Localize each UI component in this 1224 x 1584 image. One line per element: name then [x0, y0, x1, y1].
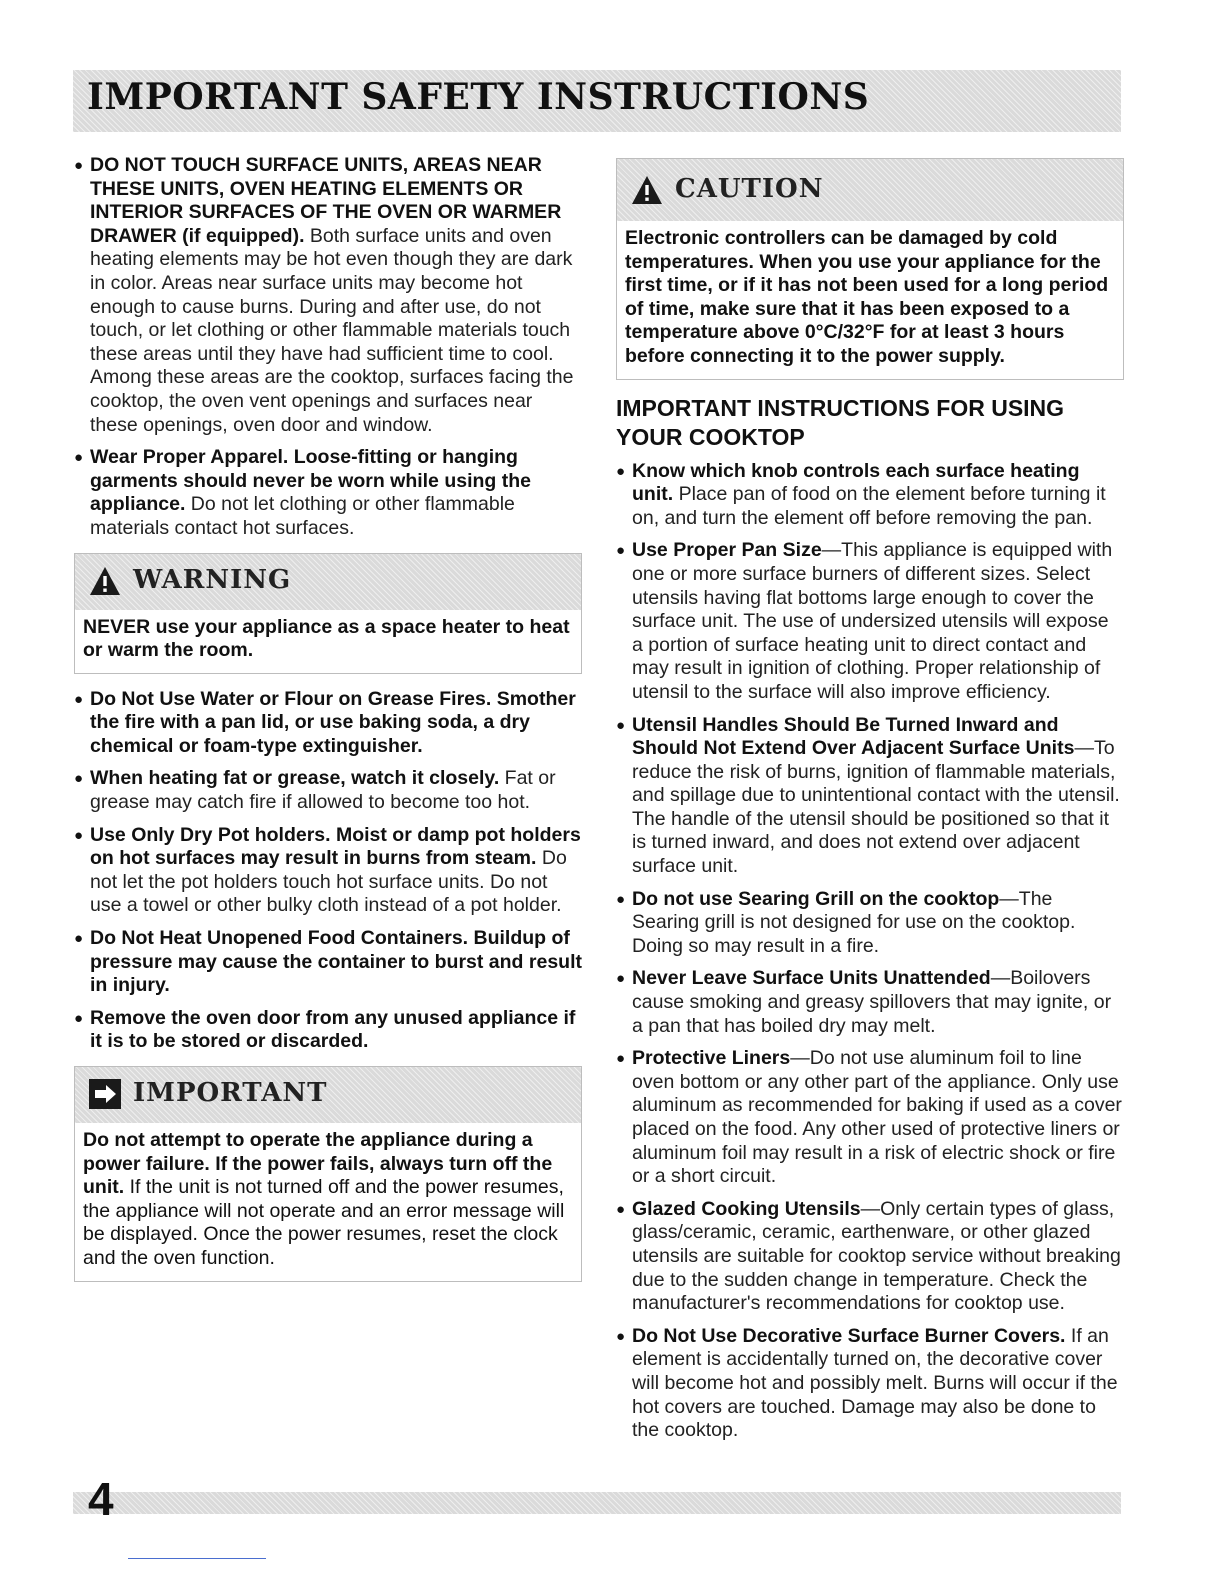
cooktop-item: ● Know which knob controls each surface heating unit. Place pan of food on the element before turning it on, and turn the element off before removing the pan.	[616, 459, 1106, 529]
caution-icon	[631, 175, 663, 205]
bullet-icon: ●	[616, 716, 626, 734]
warning-icon	[89, 566, 121, 596]
right-column	[616, 154, 1124, 1452]
important-text: Do not attempt to operate the appliance during a power failure. If the power fails, always turn off the unit. If the unit is not turned off and the power resumes, the appliance will not operate and an error message will be displayed. Once the power resumes, reset the clock and the oven function.	[83, 1129, 565, 1269]
safety-item: ● Do Not Heat Unopened Food Containers. Buildup of pressure may cause the container to burst and result in injury.	[74, 927, 582, 997]
bullet-icon: ●	[74, 826, 84, 844]
bullet-icon: ●	[616, 1327, 626, 1345]
cooktop-item: ● Protective Liners—Do not use aluminum foil to line oven bottom or any other part of the appliance. Only use aluminum as recommended for baking if used as a cover placed on the food. Any other used of protective liners or aluminum foil may result in a risk of electric shock or fire or a short circuit.	[616, 1047, 1122, 1188]
section-heading: IMPORTANT INSTRUCTIONS FOR USING YOUR COOKTOP	[616, 394, 1065, 450]
bullet-icon: ●	[74, 690, 84, 708]
bullet-icon: ●	[616, 542, 626, 560]
left-column	[74, 154, 582, 1296]
caution-header	[617, 159, 1123, 221]
safety-item: ● Do Not Use Water or Flour on Grease Fires. Smother the fire with a pan lid, or use baking soda, a dry chemical or foam-type extinguisher.	[74, 687, 576, 757]
cooktop-item: ● Use Proper Pan Size—This appliance is equipped with one or more surface burners of different sizes. Select utensils having flat bottoms large enough to cover the surface unit. The use of undersized utensils will expose a portion of surface heating unit to direct contact and may result in ignition of clothing. Proper relationship of utensil to the surface will also improve efficiency.	[616, 539, 1113, 703]
bullet-icon: ●	[616, 1200, 626, 1218]
warning-label: WARNING	[133, 564, 292, 595]
cooktop-item: ● Glazed Cooking Utensils—Only certain types of glass, glass/ceramic, ceramic, earthenware, or other glazed utensils are suitable for cooktop service without breaking due to the sudden change in temperature. Check the manufacturer's recommendations for cooktop use.	[616, 1197, 1121, 1315]
warning-header	[75, 554, 581, 610]
footer-rule	[128, 1558, 266, 1559]
safety-item: ● When heating fat or grease, watch it closely. Fat or grease may catch fire if allowed to become too hot.	[74, 767, 556, 814]
bullet-icon: ●	[616, 1050, 626, 1068]
page-number: 4	[88, 1473, 114, 1525]
bullet-icon: ●	[74, 157, 84, 174]
safety-item: ● Remove the oven door from any unused appliance if it is to be stored or discarded.	[74, 1006, 576, 1053]
page-title: IMPORTANT SAFETY INSTRUCTIONS	[87, 76, 870, 118]
bullet-icon: ●	[74, 770, 84, 788]
bullet-icon: ●	[74, 1009, 84, 1027]
cooktop-item: ● Never Leave Surface Units Unattended—Boilovers cause smoking and greasy spillovers that may ignite, or a pan that has boiled dry may melt.	[616, 967, 1112, 1037]
safety-item: ● Use Only Dry Pot holders. Moist or damp pot holders on hot surfaces may result in burns from steam. Do not let the pot holders touch hot surface units. Do not use a towel or other bulky cloth instead of a pot holder.	[74, 823, 581, 917]
caution-text: Electronic controllers can be damaged by cold temperatures. When you use your appliance for the first time, or if it has not been used for a long period of time, make sure that it has been exposed to a temperature above 0°C/32°F for at least 3 hours before connecting it to the power supply.	[625, 227, 1109, 367]
bullet-icon: ●	[616, 462, 626, 480]
cooktop-item: ● Do not use Searing Grill on the cooktop—The Searing grill is not designed for use on the cooktop. Doing so may result in a fire.	[616, 887, 1076, 957]
important-header	[75, 1067, 581, 1123]
caution-label: CAUTION	[675, 174, 824, 204]
bullet-icon: ●	[616, 970, 626, 988]
safety-item: ● Wear Proper Apparel. Loose-fitting or hanging garments should never be worn while using the appliance. Do not let clothing or other flammable materials contact hot surfaces.	[74, 446, 531, 539]
cooktop-item: ● Do Not Use Decorative Surface Burner Covers. If an element is accidentally turned on, the decorative cover will become hot and possibly melt. Burns will occur if the hot covers are touched. Damage may also be done to the cooktop.	[616, 1324, 1118, 1442]
warning-text: NEVER use your appliance as a space heater to heat or warm the room.	[83, 615, 570, 662]
footer-bar	[73, 1492, 1121, 1514]
important-box	[74, 1066, 582, 1282]
header-bar	[73, 70, 1121, 132]
safety-item: ● DO NOT TOUCH SURFACE UNITS, AREAS NEAR THESE UNITS, OVEN HEATING ELEMENTS OR INTERIOR SURFACES OF THE OVEN OR WARMER DRAWER (if equipped). Both surface units and oven heating elements may be hot even though they are dark in color. Areas near surface units may become hot enough to cause burns. During and after use, do not touch, or let clothing or other flammable materials touch these areas until they have had sufficient time to cool. Among these areas are the cooktop, surfaces facing the cooktop, the oven vent openings and surfaces near these openings, oven door and window.	[74, 154, 574, 436]
bullet-icon: ●	[74, 449, 84, 467]
bullet-icon: ●	[74, 930, 84, 948]
important-label: IMPORTANT	[133, 1078, 328, 1108]
caution-box	[616, 158, 1124, 380]
bullet-icon: ●	[616, 890, 626, 908]
cooktop-item: ● Utensil Handles Should Be Turned Inward and Should Not Extend Over Adjacent Surface Units—To reduce the risk of burns, ignition of flammable materials, and spillage due to unintentional contact with the utensil. The handle of the utensil should be positioned so that it is turned inward, and does not extend over adjacent surface unit.	[616, 713, 1120, 878]
important-icon	[89, 1079, 121, 1109]
warning-box	[74, 553, 582, 674]
